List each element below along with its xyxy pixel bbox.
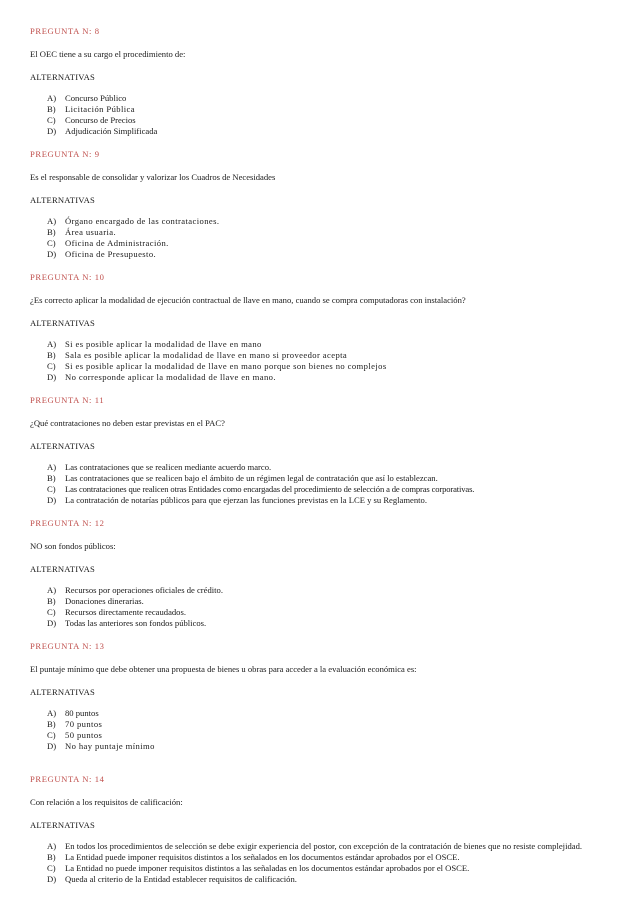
question-text: Con relación a los requisitos de calificación: <box>30 797 183 807</box>
option-letter: D) <box>47 874 57 884</box>
option-letter: B) <box>47 350 56 360</box>
option-text: Las contrataciones que se realicen bajo el ámbito de un régimen legal de contratación que así lo establezcan. <box>65 473 438 483</box>
option-text: Todas las anteriores son fondos públicos. <box>65 618 207 628</box>
option-d <box>47 874 620 885</box>
option-text: Adjudicación Simplificada <box>65 126 158 136</box>
option-letter: A) <box>47 339 57 349</box>
option-text: Oficina de Presupuesto. <box>65 249 157 259</box>
question-8 <box>30 26 620 137</box>
option-letter: B) <box>47 596 56 606</box>
option-text: No corresponde aplicar la modalidad de llave en mano. <box>65 372 276 382</box>
question-header: PREGUNTA N: 10 <box>30 272 105 282</box>
question-13 <box>30 641 620 752</box>
option-letter: C) <box>47 730 56 740</box>
option-text: La Entidad no puede imponer requisitos distintos a las señaladas en los documentos estándar aprobados por el OSCE. <box>65 863 470 873</box>
question-header: PREGUNTA N: 14 <box>30 774 105 784</box>
alternatives-label: ALTERNATIVAS <box>30 318 95 328</box>
option-letter: C) <box>47 115 56 125</box>
option-c <box>47 361 620 372</box>
option-letter: D) <box>47 741 57 751</box>
option-a <box>47 585 620 596</box>
option-text: La Entidad puede imponer requisitos distintos a los señalados en los documentos estándar aprobados por el OSCE. <box>65 852 460 862</box>
option-a <box>47 339 620 350</box>
options-list <box>47 708 620 752</box>
option-letter: D) <box>47 495 57 505</box>
option-text: En todos los procedimientos de selección se debe exigir experiencia del postor, con excepción de la contratación de bienes que no resiste complejidad. <box>65 841 583 851</box>
option-a <box>47 216 620 227</box>
option-letter: D) <box>47 372 57 382</box>
option-text: Si es posible aplicar la modalidad de llave en mano porque son bienes no complejos <box>65 361 387 371</box>
option-text: Las contrataciones que se realicen mediante acuerdo marco. <box>65 462 272 472</box>
option-text: Licitación Pública <box>65 104 135 114</box>
question-text: ¿Es correcto aplicar la modalidad de ejecución contractual de llave en mano, cuando se compra computadoras con instalación? <box>30 295 466 305</box>
option-text: Donaciones dinerarias. <box>65 596 144 606</box>
question-header: PREGUNTA N: 12 <box>30 518 105 528</box>
option-c <box>47 863 620 874</box>
option-text: Área usuaria. <box>65 227 117 237</box>
option-letter: A) <box>47 841 57 851</box>
option-b <box>47 852 620 863</box>
question-12 <box>30 518 620 629</box>
option-text: Sala es posible aplicar la modalidad de llave en mano si proveedor acepta <box>65 350 348 360</box>
option-b <box>47 596 620 607</box>
option-text: 70 puntos <box>65 719 103 729</box>
option-c <box>47 484 620 495</box>
option-text: La contratación de notarías públicos para que ejerzan las funciones previstas en la LCE y su Reglamento. <box>65 495 428 505</box>
option-letter: A) <box>47 216 57 226</box>
option-b <box>47 227 620 238</box>
option-d <box>47 495 620 506</box>
question-text: El puntaje mínimo que debe obtener una propuesta de bienes u obras para acceder a la evaluación económica es: <box>30 664 417 674</box>
option-c <box>47 115 620 126</box>
option-text: Concurso Público <box>65 93 127 103</box>
question-text: NO son fondos públicos: <box>30 541 116 551</box>
option-letter: C) <box>47 361 56 371</box>
option-text: Recursos directamente recaudados. <box>65 607 186 617</box>
options-list <box>47 841 620 885</box>
option-c <box>47 238 620 249</box>
option-text: Recursos por operaciones oficiales de crédito. <box>65 585 223 595</box>
option-d <box>47 249 620 260</box>
option-letter: B) <box>47 719 56 729</box>
option-text: 80 puntos <box>65 708 99 718</box>
option-b <box>47 719 620 730</box>
option-letter: B) <box>47 473 56 483</box>
option-letter: C) <box>47 484 56 494</box>
option-a <box>47 93 620 104</box>
option-text: No hay puntaje mínimo <box>65 741 155 751</box>
option-a <box>47 708 620 719</box>
option-d <box>47 372 620 383</box>
alternatives-label: ALTERNATIVAS <box>30 195 95 205</box>
option-d <box>47 126 620 137</box>
alternatives-label: ALTERNATIVAS <box>30 687 95 697</box>
question-14 <box>30 774 620 885</box>
option-letter: B) <box>47 104 56 114</box>
question-header: PREGUNTA N: 9 <box>30 149 100 159</box>
option-b <box>47 104 620 115</box>
alternatives-label: ALTERNATIVAS <box>30 441 95 451</box>
option-letter: C) <box>47 238 56 248</box>
exam-page <box>30 26 620 897</box>
option-b <box>47 473 620 484</box>
options-list <box>47 339 620 383</box>
option-text: Si es posible aplicar la modalidad de llave en mano <box>65 339 262 349</box>
option-c <box>47 607 620 618</box>
option-letter: D) <box>47 249 57 259</box>
question-10 <box>30 272 620 383</box>
option-letter: A) <box>47 462 57 472</box>
option-letter: B) <box>47 227 56 237</box>
option-text: 50 puntos <box>65 730 103 740</box>
question-text: ¿Qué contrataciones no deben estar previstas en el PAC? <box>30 418 225 428</box>
option-text: Las contrataciones que realicen otras Entidades como encargadas del procedimiento de selección a de compras corporativas. <box>65 484 475 494</box>
question-text: El OEC tiene a su cargo el procedimiento de: <box>30 49 186 59</box>
option-a <box>47 462 620 473</box>
question-header: PREGUNTA N: 11 <box>30 395 105 405</box>
question-header: PREGUNTA N: 8 <box>30 26 100 36</box>
question-11 <box>30 395 620 506</box>
option-letter: A) <box>47 93 57 103</box>
option-text: Queda al criterio de la Entidad establecer requisitos de calificación. <box>65 874 297 884</box>
question-text: Es el responsable de consolidar y valorizar los Cuadros de Necesidades <box>30 172 276 182</box>
option-a <box>47 841 620 852</box>
option-d <box>47 741 620 752</box>
option-letter: C) <box>47 863 56 873</box>
options-list <box>47 462 620 506</box>
option-letter: C) <box>47 607 56 617</box>
alternatives-label: ALTERNATIVAS <box>30 72 95 82</box>
option-c <box>47 730 620 741</box>
option-text: Concurso de Precios <box>65 115 136 125</box>
options-list <box>47 93 620 137</box>
option-letter: D) <box>47 618 57 628</box>
options-list <box>47 585 620 629</box>
question-9 <box>30 149 620 260</box>
option-letter: A) <box>47 585 57 595</box>
option-letter: A) <box>47 708 57 718</box>
alternatives-label: ALTERNATIVAS <box>30 820 95 830</box>
options-list <box>47 216 620 260</box>
option-letter: D) <box>47 126 57 136</box>
option-text: Órgano encargado de las contrataciones. <box>65 216 220 226</box>
option-d <box>47 618 620 629</box>
option-b <box>47 350 620 361</box>
question-header: PREGUNTA N: 13 <box>30 641 105 651</box>
option-letter: B) <box>47 852 56 862</box>
alternatives-label: ALTERNATIVAS <box>30 564 95 574</box>
option-text: Oficina de Administración. <box>65 238 169 248</box>
